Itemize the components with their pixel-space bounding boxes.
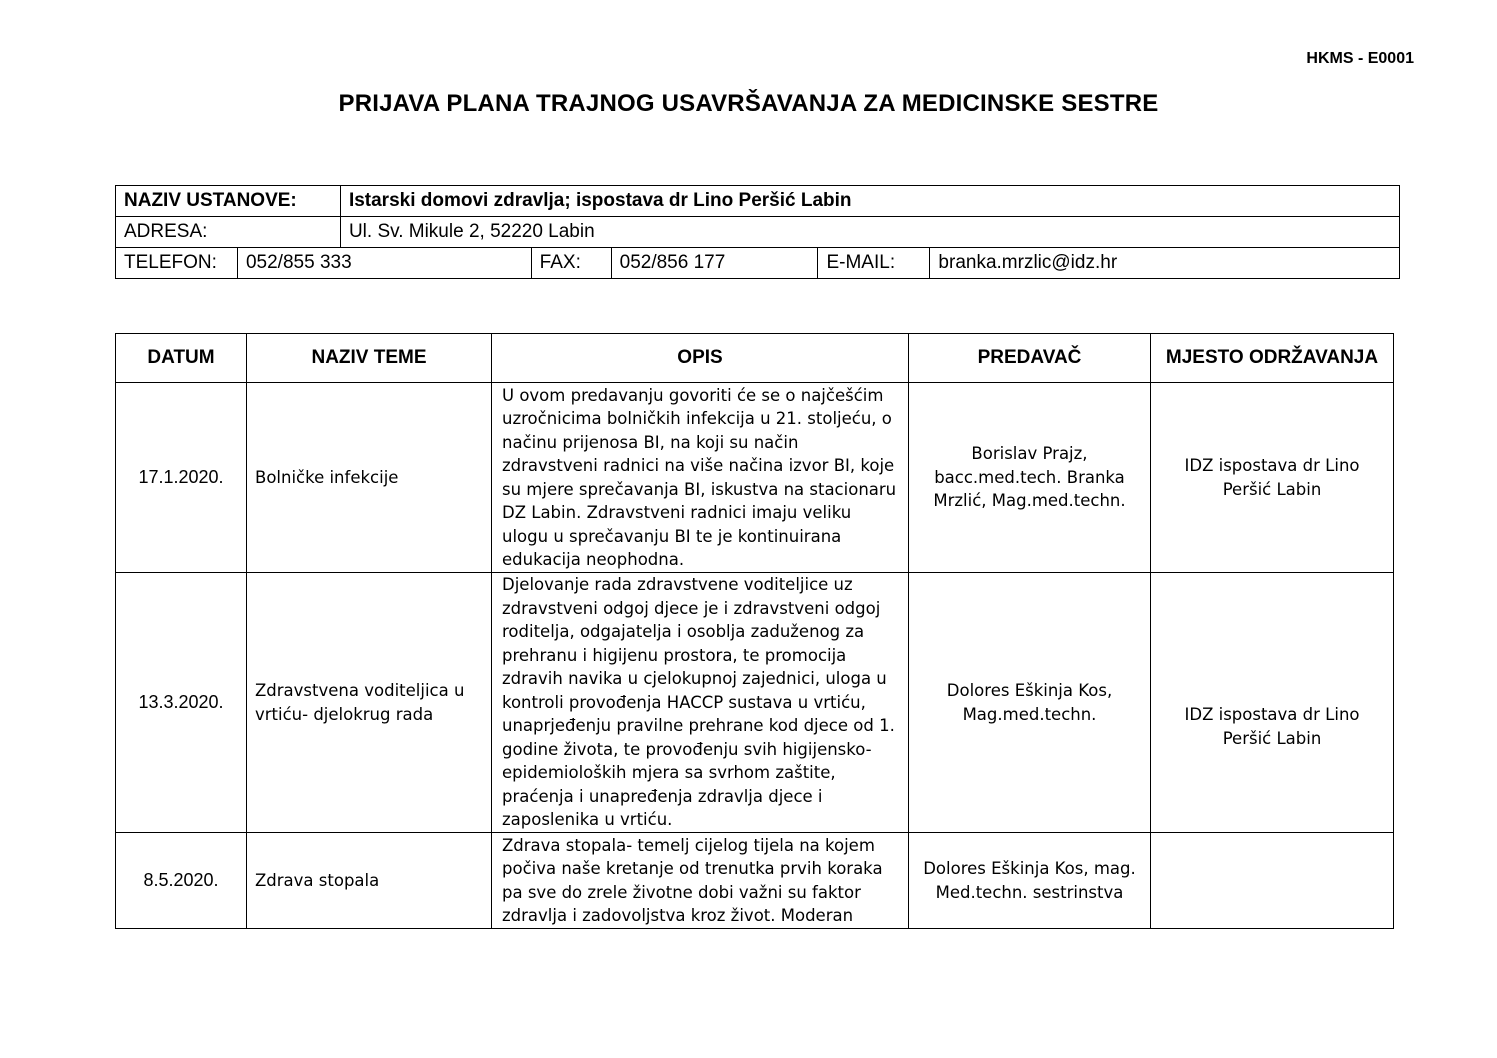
column-header-description: OPIS xyxy=(492,334,909,383)
row-place: IDZ ispostava dr Lino Peršić Labin xyxy=(1151,383,1394,573)
row-topic: Zdrava stopala xyxy=(247,833,492,929)
row-place: IDZ ispostava dr Lino Peršić Labin xyxy=(1184,705,1360,748)
row-description: Djelovanje rada zdravstvene voditeljice uz zdravstveni odgoj djece je i zdravstveni odgoj roditelja, odgajatelja i osoblja zaduženog za prehranu i higijenu prostora, te promocija zdravih navika u cjelokupnoj zajednici, uloga u kontroli provođenja HACCP sustava u vrtiću, unaprjeđenju pravilne prehrane kod djece od 1. godine života, te provođenju svih higijensko-epidemioloških mjera sa svrhom zaštite, praćenja i unapređenja zdravlja djece i zaposlenika u vrtiću. xyxy=(492,573,909,833)
phone-label: TELEFON: xyxy=(116,248,238,279)
row-description: U ovom predavanju govoriti će se o najčešćim uzročnicima bolničkih infekcija u 21. stoljeću, o načinu prijenosa BI, na koji su način zdravstveni radnici na više načina izvor BI, koje su mjere sprečavanja BI, iskustva na stacionaru DZ Labin. Zdravstveni radnici imaju veliku ulogu u sprečavanju BI te je kontinuirana edukacija neophodna. xyxy=(492,383,909,573)
row-topic: Bolničke infekcije xyxy=(247,383,492,573)
institution-name-row xyxy=(116,186,1400,217)
institution-name-label: NAZIV USTANOVE: xyxy=(116,186,341,217)
row-place-cell xyxy=(1151,573,1394,833)
column-header-date: DATUM xyxy=(116,334,247,383)
column-header-lecturer: PREDAVAČ xyxy=(909,334,1151,383)
column-header-place: MJESTO ODRŽAVANJA xyxy=(1151,334,1394,383)
email-label: E-MAIL: xyxy=(818,248,930,279)
institution-table xyxy=(115,185,1400,279)
address-value: Ul. Sv. Mikule 2, 52220 Labin xyxy=(340,217,1399,248)
row-date: 13.3.2020. xyxy=(116,573,247,833)
document-title: PRIJAVA PLANA TRAJNOG USAVRŠAVANJA ZA MEDICINSKE SESTRE xyxy=(338,90,1159,117)
row-place xyxy=(1151,833,1394,929)
row-lecturer: Dolores Eškinja Kos, mag. Med.techn. sestrinstva xyxy=(909,833,1151,929)
row-date: 8.5.2020. xyxy=(116,833,247,929)
table-row xyxy=(116,573,1394,833)
education-plan-table xyxy=(115,333,1394,929)
address-label: ADRESA: xyxy=(116,217,341,248)
email-value: branka.mrzlic@idz.hr xyxy=(930,248,1400,279)
row-topic: Zdravstvena voditeljica u vrtiću- djelokrug rada xyxy=(247,573,492,833)
row-description: Zdrava stopala- temelj cijelog tijela na kojem počiva naše kretanje od trenutka prvih koraka pa sve do zrele životne dobi važni su faktor zdravlja i zadovoljstva kroz život. Moderan xyxy=(492,833,909,929)
document-code: HKMS - E0001 xyxy=(1306,50,1414,67)
fax-label: FAX: xyxy=(531,248,611,279)
row-lecturer: Dolores Eškinja Kos, Mag.med.techn. xyxy=(909,573,1151,833)
phone-value: 052/855 333 xyxy=(237,248,531,279)
institution-contact-row xyxy=(116,248,1400,279)
row-lecturer: Borislav Prajz, bacc.med.tech. Branka Mrzlić, Mag.med.techn. xyxy=(909,383,1151,573)
plan-header-row xyxy=(116,334,1394,383)
table-row xyxy=(116,833,1394,929)
column-header-topic: NAZIV TEME xyxy=(247,334,492,383)
institution-name-value: Istarski domovi zdravlja; ispostava dr Lino Peršić Labin xyxy=(340,186,1399,217)
institution-address-row xyxy=(116,217,1400,248)
fax-value: 052/856 177 xyxy=(611,248,818,279)
table-row xyxy=(116,383,1394,573)
row-date: 17.1.2020. xyxy=(116,383,247,573)
